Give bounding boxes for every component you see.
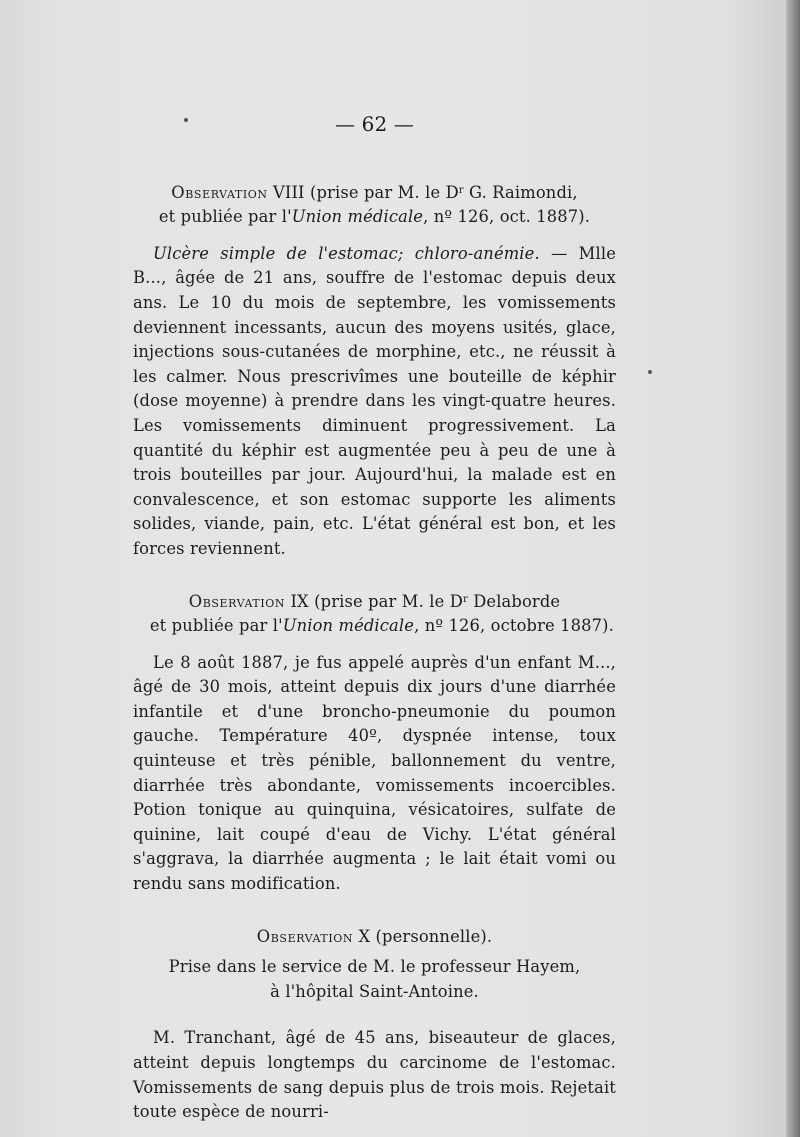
journal-name: Union médicale (282, 616, 415, 636)
page-number: — 62 — (334, 112, 415, 136)
observation-9-body: Le 8 août 1887, je fus appelé auprès d'un enfant M..., âgé de 30 mois, atteint depuis dix jours d'une diarrhée infantile et d'une broncho-pneumonie du poumon gauche. Température 40º, dyspnée intense, toux quinteuse et très pénible, ballonnement du ventre, diarrhée très abondante, vomissements incoercibles. Potion tonique au quinquina, vésicatoires, sulfate de quinine, lait coupé d'eau de Vichy. L'état général s'aggrava, la diarrhée augmenta ; le lait était vomi ou rendu sans modification. (133, 652, 616, 894)
observation-10-hospital: à l'hôpital Saint-Antoine. (270, 981, 479, 1001)
observation-label: Observation (188, 591, 286, 611)
case-title: Ulcère simple de l'estomac; chloro-anémie. (153, 243, 540, 263)
observation-8-heading: Observation VIII (prise par M. le $D^r$ G. Raimondi, et publiée par l'Union médicale, nº 126, oct. 1887). (158, 182, 591, 227)
observation-8-body: Ulcère simple de l'estomac; chloro-anémie. — Mlle B..., âgée de 21 ans, souffre de l'estomac depuis deux ans. Le 10 du mois de septembre, les vomissements deviennent incessants, aucun des moyens usités, glace, injections sous-cutanées de morphine, etc., ne réussit à les calmer. Nous prescrivîmes une bouteille de képhir (dose moyenne) à prendre dans les vingt-quatre heures. Les vomissements diminuent progressivement. La quantité du képhir est augmentée peu à peu de une à trois bouteilles par jour. Aujourd'hui, la malade est en convalescence, et son estomac supporte les aliments solides, viande, pain, etc. L'état général est bon, et les forces reviennent. (133, 243, 616, 558)
observation-10-heading: Observation X (personnelle). Prise dans le service de M. le professeur Hayem, à l'hôpital Saint-Antoine. (133, 925, 616, 1005)
observation-9-heading: Observation IX (prise par M. le $D^r$ Delaborde et publiée par l'Union médicale, nº 126, octobre 1887). (149, 591, 614, 636)
observation-10-service: Prise dans le service de M. le professeur Hayem, (168, 957, 581, 977)
observation-label: Observation (171, 182, 268, 202)
observation-10-body: M. Tranchant, âgé de 45 ans, biseauteur de glaces, atteint depuis longtemps du carcinome de l'estomac. Vomissements de sang depuis plus de trois mois. Rejetait toute espèce de nourri- (133, 1028, 616, 1122)
page-text (133, 112, 616, 1125)
journal-name: Union médicale (291, 207, 424, 227)
page-edge (786, 0, 800, 1137)
observation-label: Observation (256, 926, 354, 946)
speck-mark (648, 370, 652, 374)
